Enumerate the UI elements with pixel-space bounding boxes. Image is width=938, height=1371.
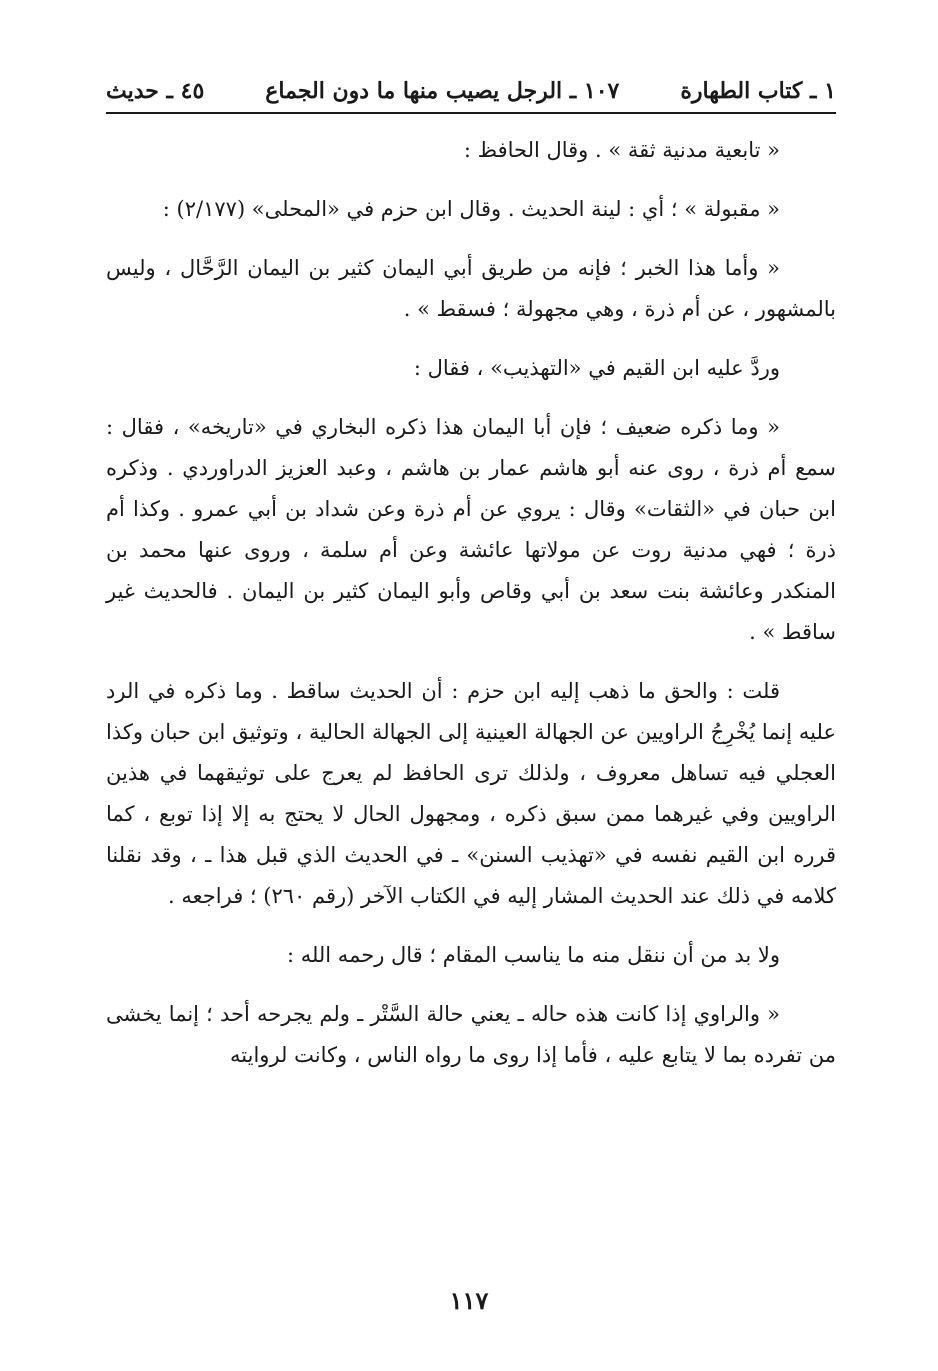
paragraph-1: « تابعية مدنية ثقة » . وقال الحافظ : bbox=[463, 138, 780, 162]
paragraph-2: « مقبولة » ؛ أي : لينة الحديث . وقال ابن حزم في «المحلى» (٢/١٧٧) : bbox=[162, 197, 780, 221]
paragraph-4: وردَّ عليه ابن القيم في «التهذيب» ، فقال : bbox=[413, 356, 780, 380]
header-divider bbox=[106, 112, 836, 114]
paragraph-6: قلت : والحق ما ذهب إليه ابن حزم : أن الحديث ساقط . وما ذكره في الرد عليه إنما يُخْرِجُ الراويين عن الجهالة العينية إلى الجهالة الحالية ، وتوثيق ابن حبان وكذا العجلي فيه تساهل معروف ، ولذلك ترى الحافظ لم يعرج على توثيقهما في هذين الراويين وفي غيرهما ممن سبق ذكره ، ومجهول الحال لا يحتج به إلا إذا توبع ، كما قرره ابن القيم نفسه في «تهذيب السنن» ـ في الحديث الذي قبل هذا ـ ، وقد نقلنا كلامه في ذلك عند الحديث المشار إليه في الكتاب الآخر (رقم ٢٦٠) ؛ فراجعه . bbox=[106, 679, 836, 908]
header-section-title: ١٠٧ ـ الرجل يصيب منها ما دون الجماع bbox=[265, 78, 620, 104]
body-text bbox=[106, 130, 836, 1094]
paragraph-7: ولا بد من أن ننقل منه ما يناسب المقام ؛ قال رحمه الله : bbox=[286, 943, 780, 967]
header-chapter-title: ١ ـ كتاب الطهارة bbox=[680, 78, 836, 104]
page-number: ١١٧ bbox=[449, 1286, 489, 1315]
paragraph-8: « والراوي إذا كانت هذه حاله ـ يعني حالة السَّتْر ـ ولم يجرحه أحد ؛ إنما يخشى من تفرده بما لا يتابع عليه ، فأما إذا روى ما رواه الناس ، وكانت لروايته bbox=[106, 1002, 836, 1067]
header-hadith-number: ٤٥ ـ حديث bbox=[106, 78, 205, 104]
paragraph-5: « وما ذكره ضعيف ؛ فإن أبا اليمان هذا ذكره البخاري في «تاريخه» ، فقال : سمع أم ذرة ، روى عنه أبو هاشم عمار بن هاشم ، وعبد العزيز الدراوردي . وذكره ابن حبان في «الثقات» وقال : يروي عن أم ذرة وعن شداد بن أبي عمرو . وكذا أم ذرة ؛ فهي مدنية روت عن مولاتها عائشة وعن أم سلمة ، وروى عنها محمد بن المنكدر وعائشة بنت سعد بن أبي وقاص وأبو اليمان كثير بن اليمان . فالحديث غير ساقط » . bbox=[106, 415, 836, 644]
running-header bbox=[106, 72, 836, 110]
paragraph-3: « وأما هذا الخبر ؛ فإنه من طريق أبي اليمان كثير بن اليمان الرَّحَّال ، وليس بالمشهور ، عن أم ذرة ، وهي مجهولة ؛ فسقط » . bbox=[106, 256, 836, 321]
